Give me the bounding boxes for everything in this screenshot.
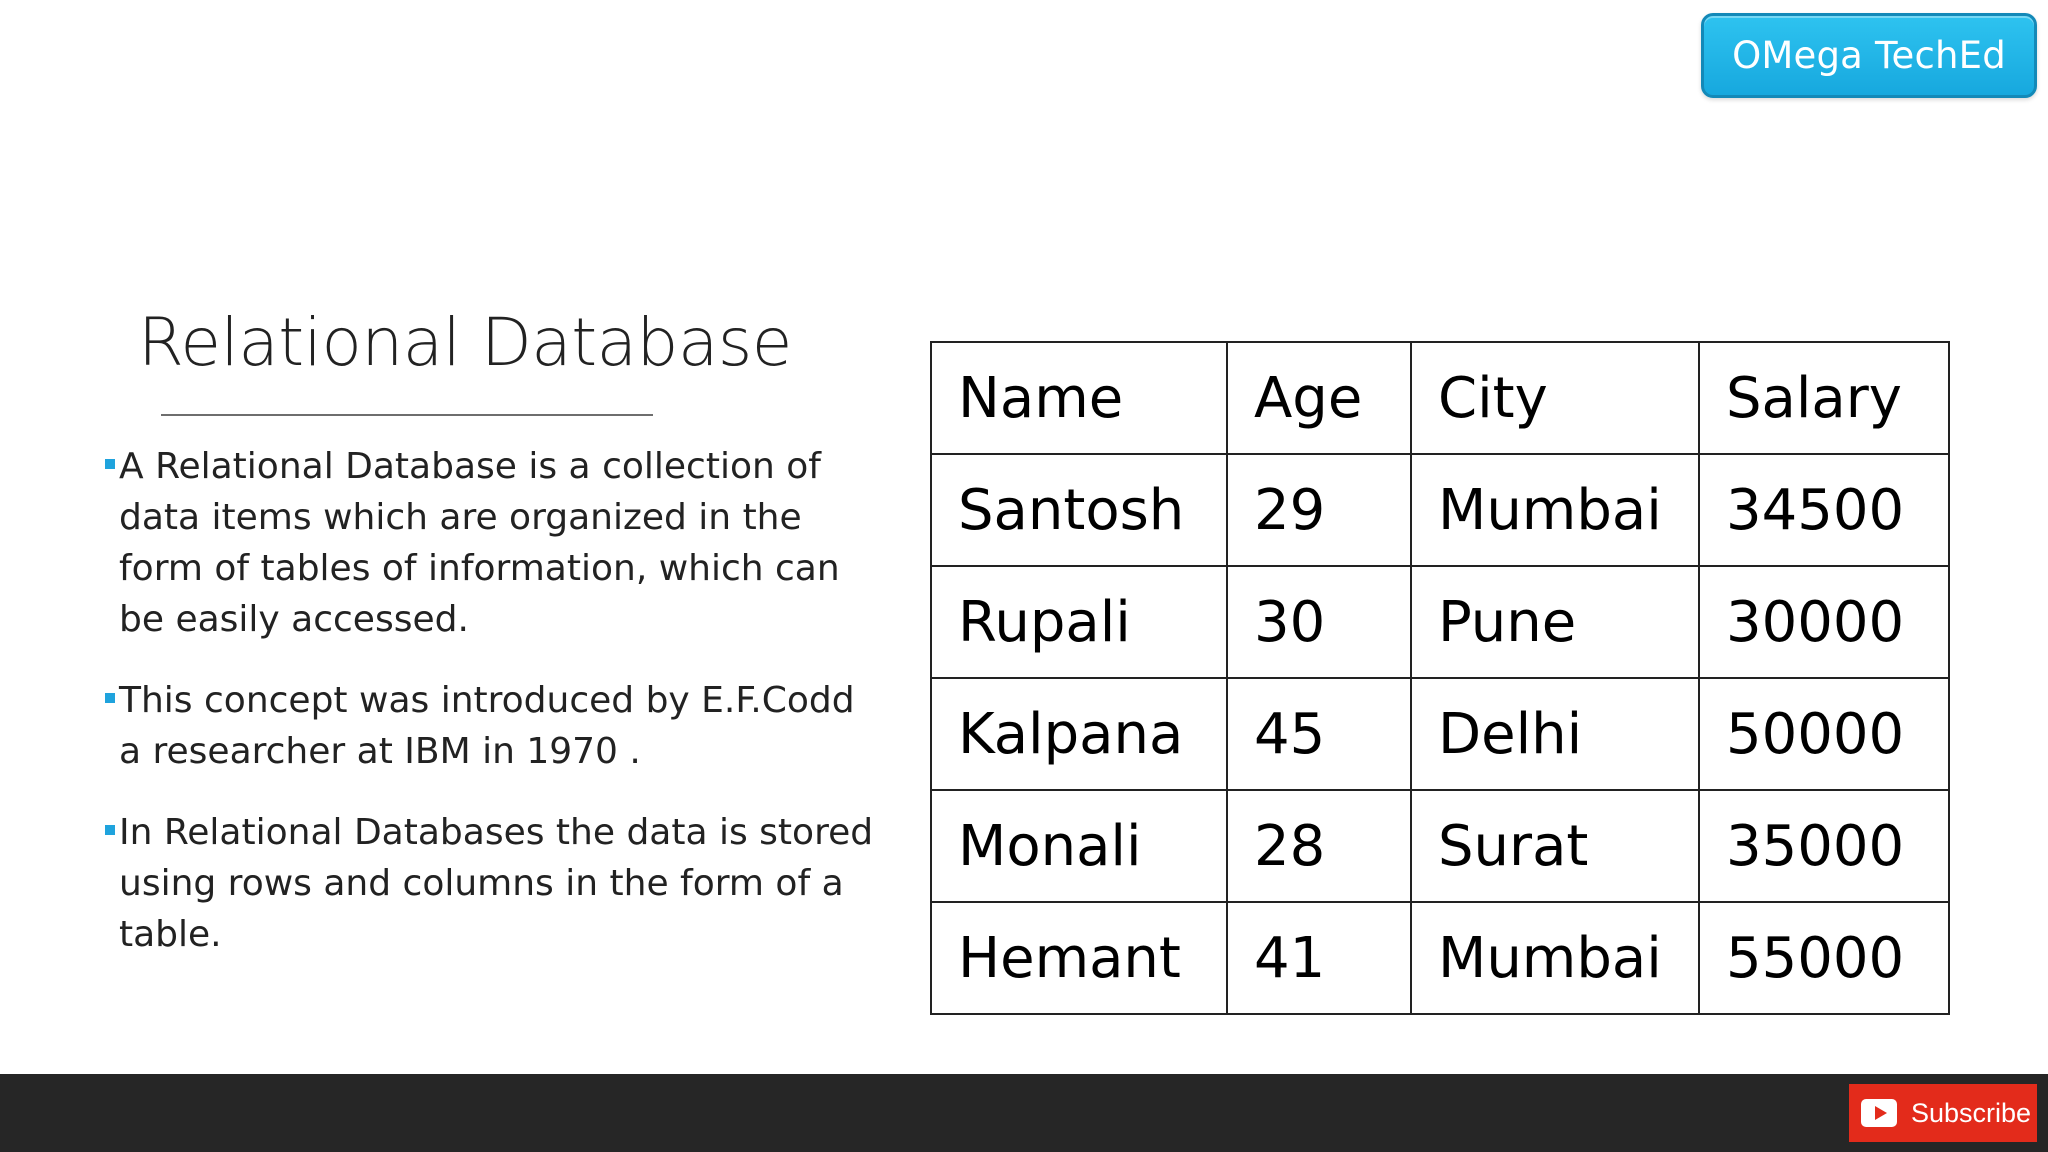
cell-salary: 50000 (1699, 678, 1949, 790)
table-row (931, 454, 1949, 566)
bullet-text: A Relational Database is a collection of data items which are organized in the form of tables of information, which can be easily accessed. (119, 446, 840, 640)
cell-name: Monali (931, 790, 1227, 902)
bullet-square-icon (105, 693, 115, 703)
cell-salary: 55000 (1699, 902, 1949, 1014)
cell-city: Mumbai (1411, 454, 1699, 566)
cell-name: Kalpana (931, 678, 1227, 790)
column-header-age: Age (1227, 342, 1411, 454)
cell-salary: 34500 (1699, 454, 1949, 566)
cell-name: Hemant (931, 902, 1227, 1014)
employee-table (930, 341, 1950, 1015)
youtube-play-icon (1861, 1099, 1897, 1127)
table-header-row (931, 342, 1949, 454)
column-header-city: City (1411, 342, 1699, 454)
bullet-item (105, 807, 885, 960)
bullet-item (105, 441, 885, 645)
bullet-square-icon (105, 459, 115, 469)
video-bottom-bar (0, 1074, 2048, 1152)
table-row (931, 678, 1949, 790)
page-title: Relational Database (138, 304, 792, 381)
table-row (931, 790, 1949, 902)
column-header-name: Name (931, 342, 1227, 454)
cell-age: 29 (1227, 454, 1411, 566)
table-row (931, 566, 1949, 678)
table-row (931, 902, 1949, 1014)
cell-age: 30 (1227, 566, 1411, 678)
cell-city: Surat (1411, 790, 1699, 902)
cell-salary: 30000 (1699, 566, 1949, 678)
subscribe-label: Subscribe (1911, 1097, 2032, 1128)
cell-age: 45 (1227, 678, 1411, 790)
bullet-square-icon (105, 825, 115, 835)
cell-city: Delhi (1411, 678, 1699, 790)
cell-name: Santosh (931, 454, 1227, 566)
column-header-salary: Salary (1699, 342, 1949, 454)
cell-age: 41 (1227, 902, 1411, 1014)
bullet-item (105, 675, 885, 777)
cell-age: 28 (1227, 790, 1411, 902)
subscribe-button[interactable] (1849, 1084, 2037, 1142)
bullet-text: In Relational Databases the data is stored using rows and columns in the form of a table. (119, 812, 874, 955)
bullet-list (105, 441, 885, 990)
cell-city: Mumbai (1411, 902, 1699, 1014)
title-divider (161, 414, 653, 416)
cell-city: Pune (1411, 566, 1699, 678)
cell-salary: 35000 (1699, 790, 1949, 902)
brand-badge: OMega TechEd (1701, 13, 2037, 98)
cell-name: Rupali (931, 566, 1227, 678)
bullet-text: This concept was introduced by E.F.Codd a researcher at IBM in 1970 . (119, 680, 855, 772)
